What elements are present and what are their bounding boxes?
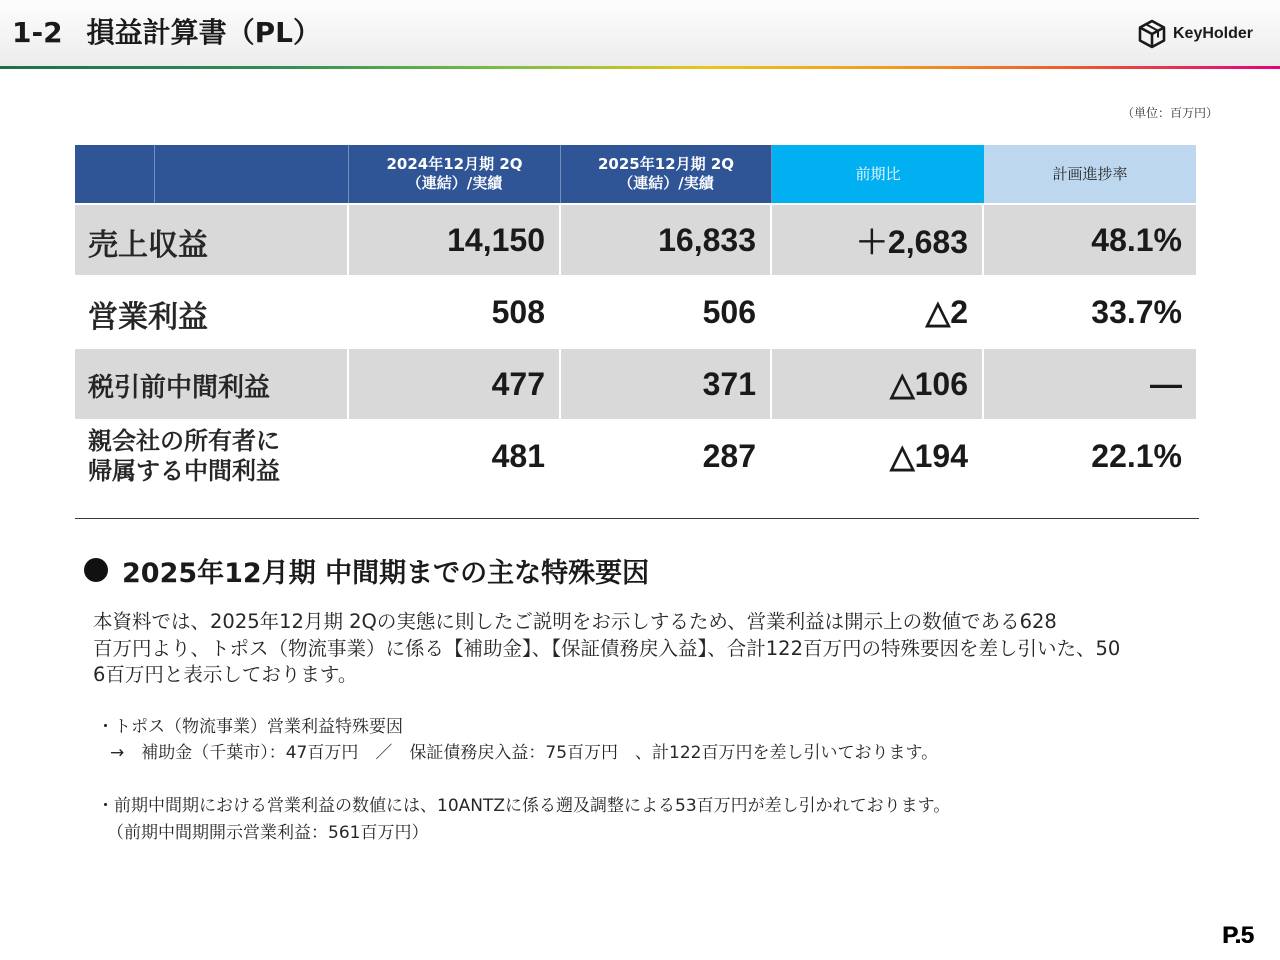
value-prev: 14,150 <box>349 203 561 275</box>
row-label-line: 帰属する中間利益 <box>88 457 280 485</box>
value-prev: 481 <box>349 419 561 491</box>
row-operating-profit <box>75 275 1196 347</box>
value-progress: 33.7% <box>984 275 1196 347</box>
section-number: 1-2 <box>12 16 63 49</box>
row-label: 営業利益 <box>75 275 349 347</box>
value-diff: △194 <box>772 419 984 491</box>
col-header-curr-line1: 2025年12月期 2Q <box>597 155 735 173</box>
value-prev: 508 <box>349 275 561 347</box>
row-label: 税引前中間利益 <box>75 347 349 419</box>
explanation-paragraph <box>93 609 1120 689</box>
cube-icon <box>1137 19 1167 49</box>
col-header-prev-line1: 2024年12月期 2Q <box>386 155 523 173</box>
value-progress: 22.1% <box>984 419 1196 491</box>
col-header-curr <box>561 145 772 203</box>
value-curr: 506 <box>561 275 772 347</box>
section-heading <box>84 551 649 589</box>
header-blank-cell <box>155 145 349 203</box>
note-detail: （前期中間期開示営業利益：561百万円） <box>107 823 429 843</box>
col-header-prev-line2: （連結）/実績 <box>406 174 503 192</box>
horizontal-rule <box>75 518 1199 519</box>
keyholder-logo <box>1137 18 1253 50</box>
filled-circle-icon <box>84 558 108 582</box>
row-parent-profit <box>75 419 1196 491</box>
rainbow-divider <box>0 66 1280 69</box>
value-progress: — <box>984 347 1196 419</box>
page-title-text: 損益計算書（PL） <box>86 16 321 49</box>
header-bar <box>0 0 1280 66</box>
value-prev: 477 <box>349 347 561 419</box>
unit-note: （単位：百万円） <box>1121 106 1218 120</box>
page-number: P.5 <box>1222 922 1254 949</box>
col-header-diff: 前期比 <box>772 145 984 203</box>
row-revenue <box>75 203 1196 275</box>
page-title <box>12 13 321 53</box>
paragraph-line: 本資料では、2025年12月期 2Qの実態に則したご説明をお示しするため、営業利益は開示上の数値である628 <box>93 610 1057 633</box>
row-label: 売上収益 <box>75 203 349 275</box>
table-header-row <box>75 145 1196 203</box>
value-diff: △106 <box>772 347 984 419</box>
note-title: ・トポス（物流事業）営業利益特殊要因 <box>97 717 403 737</box>
paragraph-line: 6百万円と表示しております。 <box>93 663 358 686</box>
col-header-prev <box>349 145 561 203</box>
value-curr: 16,833 <box>561 203 772 275</box>
section-heading-text: 2025年12月期 中間期までの主な特殊要因 <box>122 557 650 589</box>
value-diff: △2 <box>772 275 984 347</box>
value-progress: 48.1% <box>984 203 1196 275</box>
value-curr: 287 <box>561 419 772 491</box>
pl-table <box>75 145 1196 491</box>
paragraph-line: 百万円より、トポス（物流事業）に係る【補助金】、【保証債務戻入益】、合計122百万円の特殊要因を差し引いた、50 <box>93 636 1121 660</box>
header-blank-cell <box>75 145 155 203</box>
row-label <box>75 419 349 491</box>
note-detail: → 補助金（千葉市）：47百万円 ／ 保証債務戻入益：75百万円 、計122百万円を差し引いております。 <box>110 743 939 763</box>
note-title: ・前期中間期における営業利益の数値には、10ANTZに係る遡及調整による53百万円が差し引かれております。 <box>97 796 951 816</box>
value-diff: ＋2,683 <box>772 203 984 275</box>
row-label-line: 親会社の所有者に <box>88 427 280 455</box>
logo-text: KeyHolder <box>1173 25 1254 42</box>
row-pretax-profit <box>75 347 1196 419</box>
col-header-progress: 計画進捗率 <box>984 145 1196 203</box>
col-header-curr-line2: （連結）/実績 <box>618 174 714 192</box>
value-curr: 371 <box>561 347 772 419</box>
